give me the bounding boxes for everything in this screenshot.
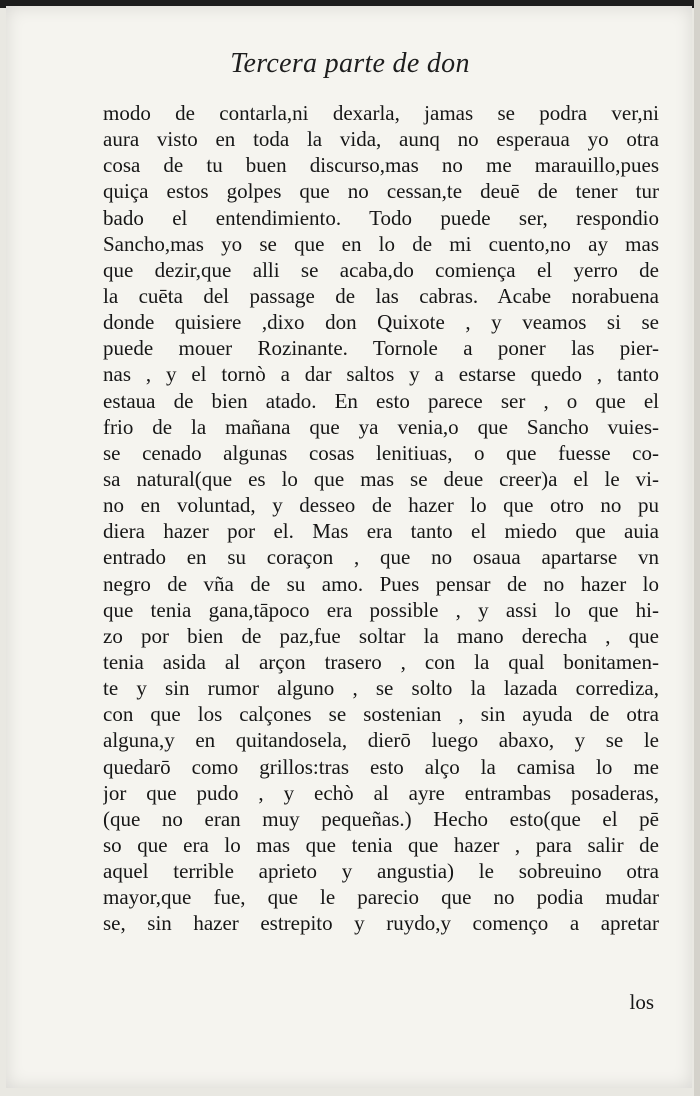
text-line: no en voluntad, y desseo de hazer lo que otro no pu	[103, 493, 659, 518]
running-head: Tercera parte de don	[230, 48, 470, 79]
text-line: aquel terrible aprieto y angustia) le sobreuino otra	[103, 859, 659, 884]
text-line: con que los calçones se sostenian , sin ayuda de otra	[103, 702, 659, 727]
text-line: tenia asida al arçon trasero , con la qual bonitamen-	[103, 649, 659, 674]
text-line: nas , y el tornò a dar saltos y a estarse quedo , tanto	[103, 362, 659, 387]
text-line: que tenia gana,tāpoco era possible , y assi lo que hi-	[103, 597, 659, 622]
text-line: modo de contarla,ni dexarla, jamas se podra ver,ni	[103, 101, 659, 125]
text-line: jor que pudo , y echò al ayre entrambas posaderas,	[103, 780, 659, 805]
text-line: te y sin rumor alguno , se solto la lazada corrediza,	[103, 676, 659, 701]
text-line: estaua de bien atado. En esto parece ser , o que el	[103, 388, 659, 413]
text-line: (que no eran muy pequeñas.) Hecho esto(que el pē	[103, 806, 659, 831]
text-line: frio de la mañana que ya venia,o que Sancho vuies-	[103, 414, 659, 439]
text-line: zo por bien de paz,fue soltar la mano derecha , que	[103, 623, 659, 648]
body-text	[103, 100, 659, 937]
text-line: cosa de tu buen discurso,mas no me marauillo,pues	[103, 153, 659, 178]
text-line: alguna,y en quitandosela, dierō luego abaxo, y se le	[103, 728, 659, 753]
text-line: so que era lo mas que tenia que hazer , para salir de	[103, 832, 659, 857]
text-line: que dezir,que alli se acaba,do comiença el yerro de	[103, 257, 659, 282]
text-line: sa natural(que es lo que mas se deue creer)a el le vi-	[103, 466, 659, 491]
text-line: Sancho,mas yo se que en lo de mi cuento,no ay mas	[103, 231, 659, 256]
catchword: los	[629, 990, 654, 1014]
text-line: entrado en su coraçon , que no osaua apartarse vn	[103, 545, 659, 570]
text-line: quiça estos golpes que no cessan,te deuē de tener tur	[103, 179, 659, 204]
text-line: mayor,que fue, que le parecio que no podia mudar	[103, 885, 659, 910]
text-line: donde quisiere ,dixo don Quixote , y veamos si se	[103, 310, 659, 335]
text-line: aura visto en toda la vida, aunq no esperaua yo otra	[103, 127, 659, 152]
text-line: puede mouer Rozinante. Tornole a poner las pier-	[103, 336, 659, 361]
text-line: se cenado algunas cosas lenitiuas, o que fuesse co-	[103, 440, 659, 465]
text-line: quedarō como grillos:tras esto alço la camisa lo me	[103, 754, 659, 779]
text-line: la cuēta del passage de las cabras. Acabe norabuena	[103, 283, 659, 308]
text-line: diera hazer por el. Mas era tanto el miedo que auia	[103, 519, 659, 544]
text-line: bado el entendimiento. Todo puede ser, respondio	[103, 205, 659, 230]
text-line: negro de vña de su amo. Pues pensar de no hazer lo	[103, 571, 659, 596]
text-line: se, sin hazer estrepito y ruydo,y començo a apretar	[103, 911, 659, 936]
page-right-edge	[694, 0, 700, 1096]
